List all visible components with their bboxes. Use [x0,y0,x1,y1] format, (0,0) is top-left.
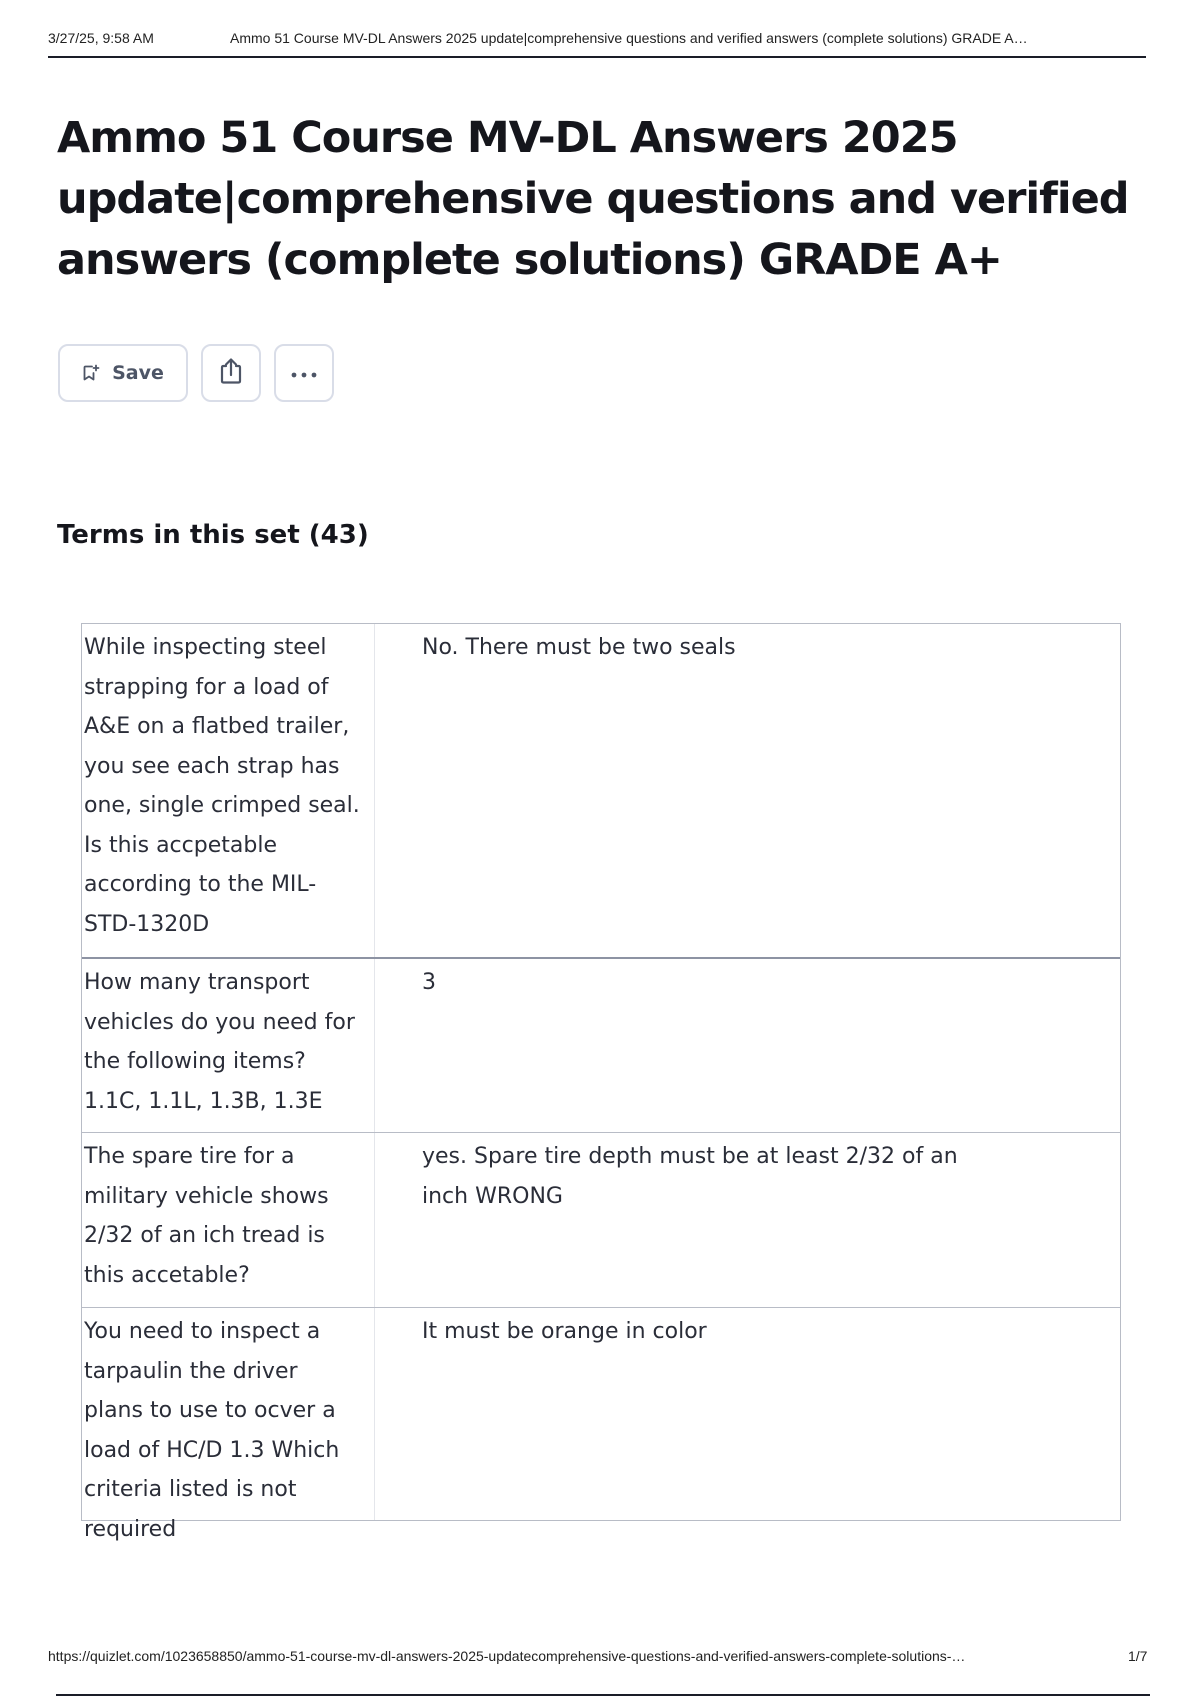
footer-divider [56,1694,1150,1696]
print-footer [48,1648,1150,1702]
definition-text: yes. Spare tire depth must be at least 2/32 of an inch WRONG [422,1144,958,1209]
save-button[interactable] [58,344,188,402]
share-icon [217,356,245,390]
definition-text: It must be orange in color [422,1319,707,1344]
term-text: While inspecting steel strapping for a load of A&E on a flatbed trailer, you see each strap has one, single crimped seal. Is this accpetable according to the MIL-STD-1320D [82,624,375,957]
print-doc-title: Ammo 51 Course MV-DL Answers 2025 update|comprehensive questions and verified answers (complete solutions) GRADE A… [230,30,1028,46]
save-button-label: Save [112,362,164,384]
term-text: You need to inspect a tarpaulin the driver plans to use to ocver a load of HC/D 1.3 Which criteria listed is not required [82,1308,375,1520]
more-options-button[interactable] [274,344,334,402]
definition-text: 3 [422,970,436,995]
terms-table [81,623,1121,1542]
term-row [82,957,1120,1132]
print-url: https://quizlet.com/1023658850/ammo-51-course-mv-dl-answers-2025-updatecomprehensive-questions-and-verified-answers-complete-solutions-… [48,1648,966,1664]
share-button[interactable] [201,344,261,402]
page-title: Ammo 51 Course MV-DL Answers 2025 update|comprehensive questions and verified answers (complete solutions) GRADE A+ [57,113,1129,285]
terms-heading: Terms in this set (43) [57,520,369,550]
term-text: The spare tire for a military vehicle shows 2/32 of an ich tread is this accetable? [82,1133,375,1307]
definition-text: No. There must be two seals [422,635,736,660]
print-datetime: 3/27/25, 9:58 AM [48,30,154,46]
more-options-icon [289,364,319,383]
term-row [82,624,1120,957]
save-icon [82,364,100,382]
term-row [82,1307,1120,1542]
term-text: How many transport vehicles do you need for the following items? 1.1C, 1.1L, 1.3B, 1.3E [82,959,375,1132]
page-number: 1/7 [1128,1648,1148,1664]
term-row [82,1132,1120,1307]
print-header [48,28,1146,58]
